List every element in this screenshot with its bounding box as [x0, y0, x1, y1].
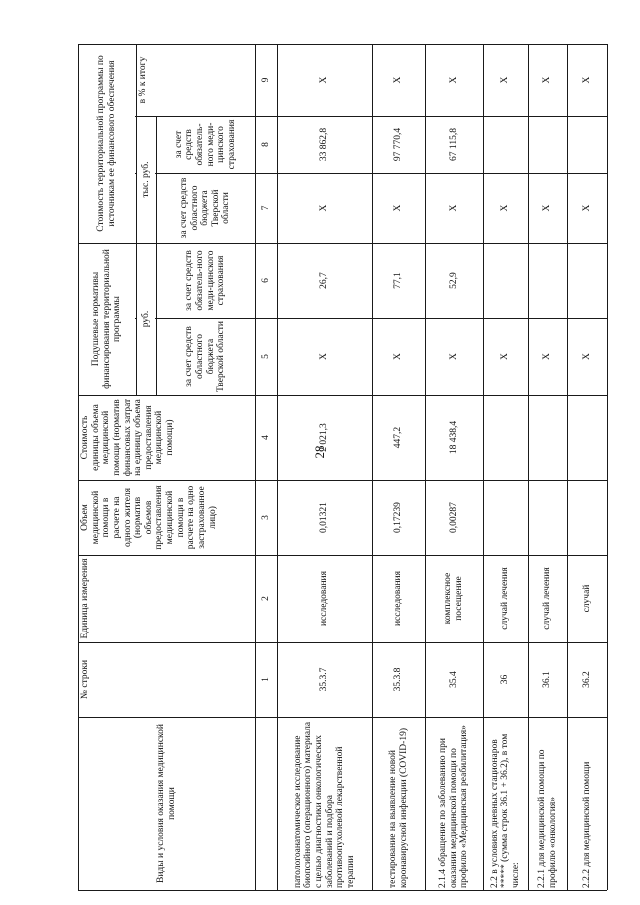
cell-percent: Х	[393, 76, 404, 84]
cell-unit: исследования	[319, 570, 330, 627]
cell-norm-budget: Х	[500, 353, 511, 360]
cell-cost-budget: Х	[448, 204, 459, 212]
cell-norm-oms: 52,9	[448, 272, 459, 289]
cell-percent: Х	[448, 76, 459, 84]
cell-cost-budget: Х	[500, 204, 511, 212]
cell-cost-oms: 33 862,8	[319, 127, 330, 162]
header-cost-unit: тыс. руб.	[140, 161, 151, 198]
column-number: 7	[260, 205, 271, 211]
cell-percent: Х	[542, 76, 553, 84]
header-unit: Единица измерения	[80, 558, 90, 639]
column-number: 4	[260, 435, 271, 440]
cell-cost-oms: 67 115,8	[448, 128, 459, 161]
cell-unit: случай лечения	[542, 567, 553, 630]
cell-norm-budget: Х	[581, 353, 592, 360]
row-name: тестирование на выявление новой коронавирусной инфекции (COVID-19)	[387, 728, 409, 888]
header-percent: в % к итогу	[138, 56, 148, 104]
row-name: 2.2.2 для медицинской помощи	[581, 761, 592, 888]
cell-no: 36.2	[581, 671, 592, 688]
cell-unit: случай	[581, 584, 592, 613]
cell-cost	[567, 395, 607, 480]
cell-norm-oms: 26,7	[319, 272, 330, 289]
header-norm-oms: за счет средств обязатель-ного меди-цинского страхования	[184, 250, 227, 311]
header-volume: Объем медицинской помощи в расчете на одного жителя (норматив объемов предоставления медицинской помощи в расчете на одно застрахованное лицо)	[80, 485, 218, 550]
cell-unit: исследования	[393, 570, 404, 627]
cell-no: 35.3.7	[319, 667, 330, 692]
row-name: 2.1.4 обращение по заболеванию при оказании медицинской помощи по профилю «Медицинская реабилитация»	[438, 725, 470, 888]
header-norms-group: Подушевые нормативы финансирования территориальной программы	[91, 249, 123, 389]
cell-cost-budget: Х	[542, 204, 553, 212]
column-number: 9	[260, 77, 271, 83]
header-norms-unit: руб.	[140, 310, 151, 328]
table-rule	[78, 890, 607, 891]
cell-no: 36	[500, 674, 511, 685]
column-number: 2	[260, 596, 271, 601]
cell-cost-oms	[483, 116, 528, 173]
cell-percent: Х	[581, 76, 592, 84]
header-unit-cost: Стоимость единицы объема медицинской помощи (норматив финансовых затрат на единицу объема предоставления медицинской помощи)	[80, 398, 175, 477]
row-name: 2.2 в условиях дневных стационаров ***** (сумма строк 36.1 + 36.2), в том числе:	[489, 733, 521, 888]
cell-volume: 0,01321	[319, 502, 330, 533]
cell-cost-oms	[528, 116, 567, 173]
column-number: 6	[260, 278, 271, 283]
cell-norm-oms: 77,1	[393, 272, 404, 289]
cell-cost-oms: 97 770,4	[393, 127, 404, 162]
cell-cost	[528, 395, 567, 480]
cell-cost-budget: Х	[581, 204, 592, 212]
cell-norm-budget: Х	[542, 353, 553, 360]
header-cost-budget: за счет средств областного бюджета Тверской области	[178, 177, 232, 239]
cell-no: 35.4	[448, 671, 459, 688]
table-rule	[607, 44, 608, 890]
cell-cost: 2 021,3	[319, 423, 330, 452]
row-name: патологоанатомическое исследование биопсийного (операционного) материала с целью диагностики онкологических заболеваний и подбора противоопухолевой лекарственной терапии	[292, 721, 356, 888]
cell-percent: Х	[500, 76, 511, 84]
cell-norm-oms	[483, 243, 528, 318]
page-number: 28	[312, 445, 327, 459]
cell-norm-budget: Х	[393, 353, 404, 360]
cell-cost: 447,2	[393, 426, 404, 449]
cell-cost: 18 438,4	[448, 420, 459, 455]
cell-cost-budget: Х	[393, 204, 404, 212]
cell-cost-oms	[567, 116, 607, 173]
cell-unit: случай лечения	[500, 567, 511, 630]
cell-no: 36.1	[542, 671, 553, 688]
header-norm-budget: за счет средств областного бюджета Тверской области	[184, 320, 227, 393]
cell-volume	[567, 480, 607, 555]
column-number: 8	[260, 142, 271, 147]
cell-norm-budget: Х	[319, 353, 330, 360]
cell-volume	[528, 480, 567, 555]
cell-volume: 0,00287	[448, 502, 459, 533]
cell-cost-budget: Х	[319, 204, 330, 212]
column-number: 3	[260, 515, 271, 520]
cell-no: 35.3.8	[393, 667, 404, 692]
header-row-number: № строки	[80, 659, 90, 700]
header-cost-group: Стоимость территориальной программы по источникам ее финансового обеспечения	[96, 55, 117, 232]
cell-norm-budget: Х	[448, 353, 459, 360]
header-type: Виды и условия оказания медицинской помощи	[155, 723, 177, 884]
cell-norm-oms	[567, 243, 607, 318]
cell-norm-oms	[528, 243, 567, 318]
cell-percent: Х	[319, 76, 330, 84]
cell-unit: комплексное посещение	[443, 572, 464, 625]
header-cost-oms: за счет средств обязатель-ного меди-цинского страхования	[173, 119, 237, 170]
cell-cost	[483, 395, 528, 480]
cell-volume: 0,17239	[393, 502, 404, 533]
column-number: 5	[260, 354, 271, 359]
cell-volume	[483, 480, 528, 555]
row-name: 2.2.1 для медицинской помощи по профилю «онкология»	[536, 749, 558, 888]
column-number: 1	[260, 677, 271, 682]
